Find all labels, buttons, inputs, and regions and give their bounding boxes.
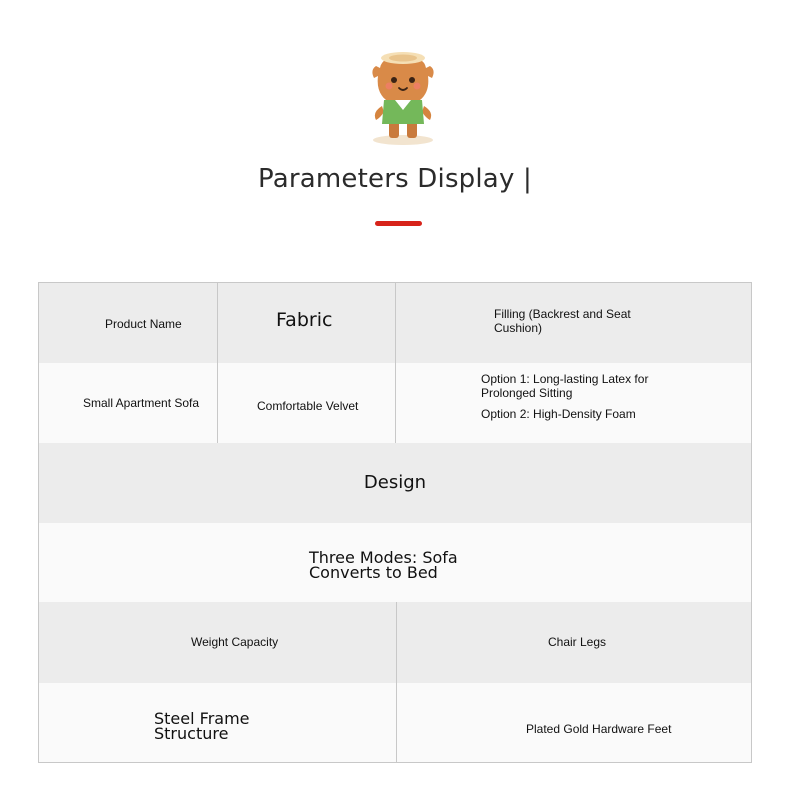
page-title: Parameters Display | bbox=[258, 164, 532, 194]
design-label: Design bbox=[363, 472, 427, 493]
chair-legs-value: Plated Gold Hardware Feet bbox=[526, 722, 672, 736]
table-cell bbox=[217, 283, 396, 363]
weight-capacity-label: Weight Capacity bbox=[191, 635, 279, 649]
table-cell bbox=[39, 683, 397, 762]
table-row bbox=[39, 602, 751, 684]
table-row bbox=[39, 283, 751, 364]
title-underline-accent bbox=[375, 221, 422, 226]
design-value: Three Modes: Sofa Converts to Bed bbox=[309, 548, 458, 582]
table-cell bbox=[396, 283, 751, 363]
product-name-value: Small Apartment Sofa bbox=[83, 396, 200, 410]
weight-capacity-value: Steel Frame Structure bbox=[154, 709, 250, 743]
table-cell bbox=[396, 602, 751, 683]
table-row bbox=[39, 523, 751, 603]
filling-option-1: Option 1: Long-lasting Latex for Prolonged Sitting bbox=[481, 372, 649, 400]
filling-label: Filling (Backrest and Seat Cushion) bbox=[494, 307, 631, 335]
chair-legs-label: Chair Legs bbox=[548, 635, 607, 649]
tree-stump-mascot-icon bbox=[364, 48, 442, 146]
table-cell bbox=[396, 363, 751, 443]
table-cell bbox=[39, 363, 218, 443]
table-row bbox=[39, 683, 751, 762]
table-cell bbox=[39, 602, 397, 683]
fabric-value: Comfortable Velvet bbox=[257, 399, 359, 413]
table-cell bbox=[39, 283, 218, 363]
table-row bbox=[39, 363, 751, 444]
table-cell bbox=[217, 363, 396, 443]
parameters-table bbox=[38, 282, 752, 763]
product-name-label: Product Name bbox=[105, 317, 182, 331]
filling-option-2: Option 2: High-Density Foam bbox=[481, 407, 636, 421]
table-cell bbox=[396, 683, 751, 762]
fabric-label: Fabric bbox=[276, 309, 333, 331]
table-row bbox=[39, 443, 751, 524]
